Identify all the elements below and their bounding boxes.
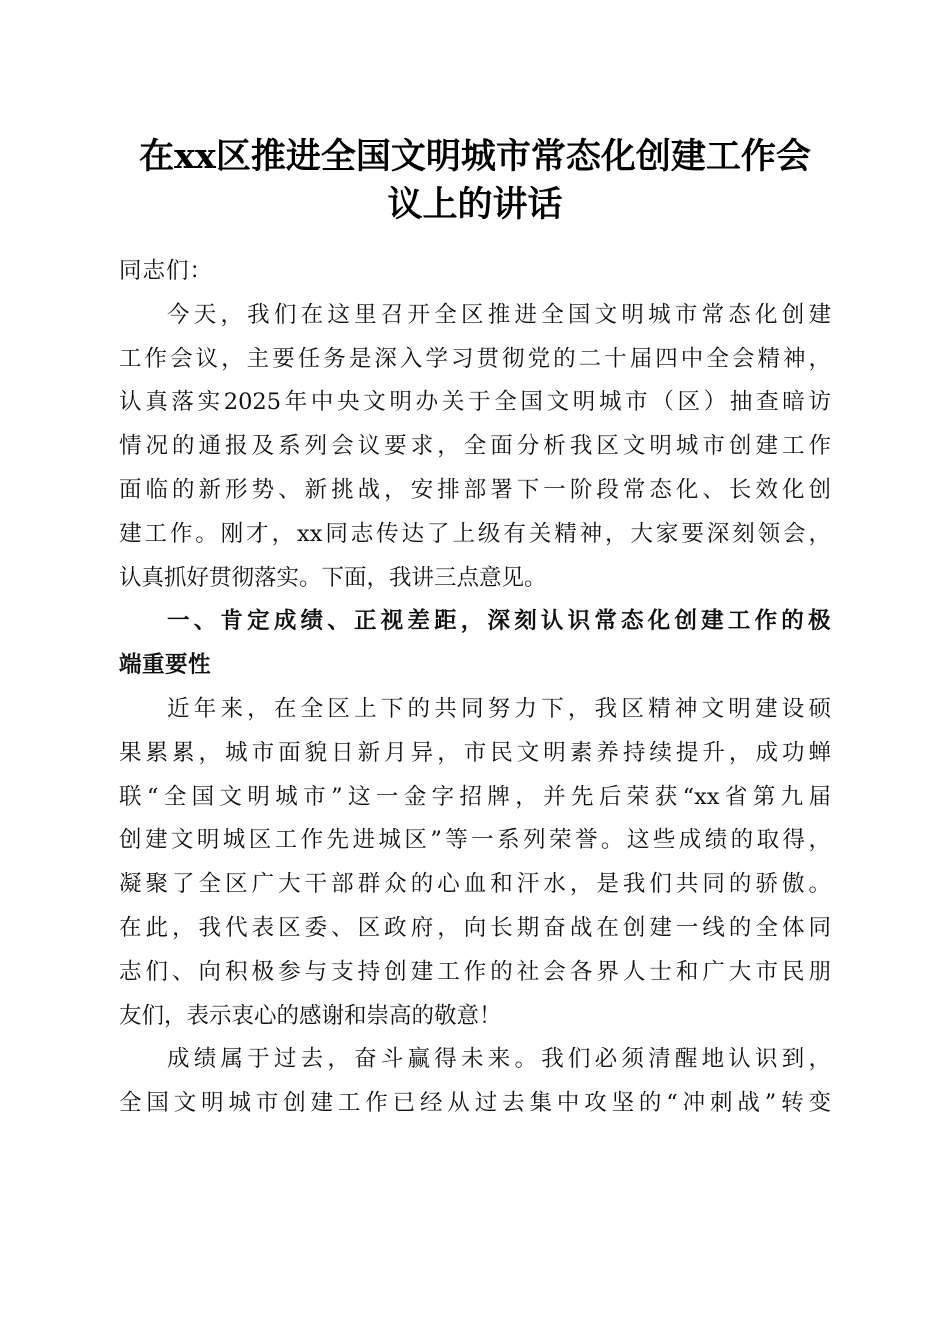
paragraph-line: 近年来，在全区上下的共同努力下，我区精神文明建设硕: [167, 695, 831, 722]
document-title: [100, 133, 850, 229]
paragraph-line: 认真抓好贯彻落实。下面，我讲三点意见。: [119, 564, 547, 591]
greeting: 同志们：: [119, 258, 214, 284]
paragraph-line: 志们、向积极参与支持创建工作的社会各界人士和广大市民朋: [119, 958, 831, 985]
paragraph-line: 面临的新形势、新挑战，安排部署下一阶段常态化、长效化创: [119, 476, 831, 503]
paragraph-line: 友们，表示衷心的感谢和崇高的敬意！: [119, 1002, 502, 1029]
paragraph-line: 今天，我们在这里召开全区推进全国文明城市常态化创建: [167, 301, 831, 328]
heading-line: 端重要性: [119, 652, 212, 679]
paragraph-line: 创建文明城区工作先进城区”等一系列荣誉。这些成绩的取得，: [119, 827, 831, 854]
paragraph-line: 果累累，城市面貌日新月异，市民文明素养持续提升，成功蝉: [119, 739, 831, 766]
title-line-2: 议上的讲话: [387, 184, 563, 225]
title-line-1: 在xx区推进全国文明城市常态化创建工作会: [139, 136, 811, 177]
paragraph-line: 凝聚了全区广大干部群众的心血和汗水，是我们共同的骄傲。: [119, 871, 831, 898]
paragraph-2: [119, 688, 831, 1038]
paragraph-1: [119, 294, 831, 601]
paragraph-line: 联“全国文明城市”这一金字招牌，并先后荣获“xx省第九届: [119, 783, 831, 810]
paragraph-line: 认真落实2025年中央文明办关于全国文明城市（区）抽查暗访: [119, 389, 831, 416]
heading-line: 一、肯定成绩、正视差距，深刻认识常态化创建工作的极: [167, 608, 831, 635]
paragraph-line: 全国文明城市创建工作已经从过去集中攻坚的“冲刺战”转变: [119, 1090, 831, 1117]
paragraph-3: [119, 1038, 831, 1126]
paragraph-line: 工作会议，主要任务是深入学习贯彻党的二十届四中全会精神，: [119, 345, 831, 372]
paragraph-line: 成绩属于过去，奋斗赢得未来。我们必须清醒地认识到，: [167, 1046, 831, 1073]
paragraph-line: 在此，我代表区委、区政府，向长期奋战在创建一线的全体同: [119, 914, 831, 941]
section-heading-1: [119, 600, 831, 688]
paragraph-line: 建工作。刚才，xx同志传达了上级有关精神，大家要深刻领会，: [119, 520, 831, 547]
document-body: [119, 250, 831, 1126]
paragraph-line: 情况的通报及系列会议要求，全面分析我区文明城市创建工作: [119, 433, 831, 460]
